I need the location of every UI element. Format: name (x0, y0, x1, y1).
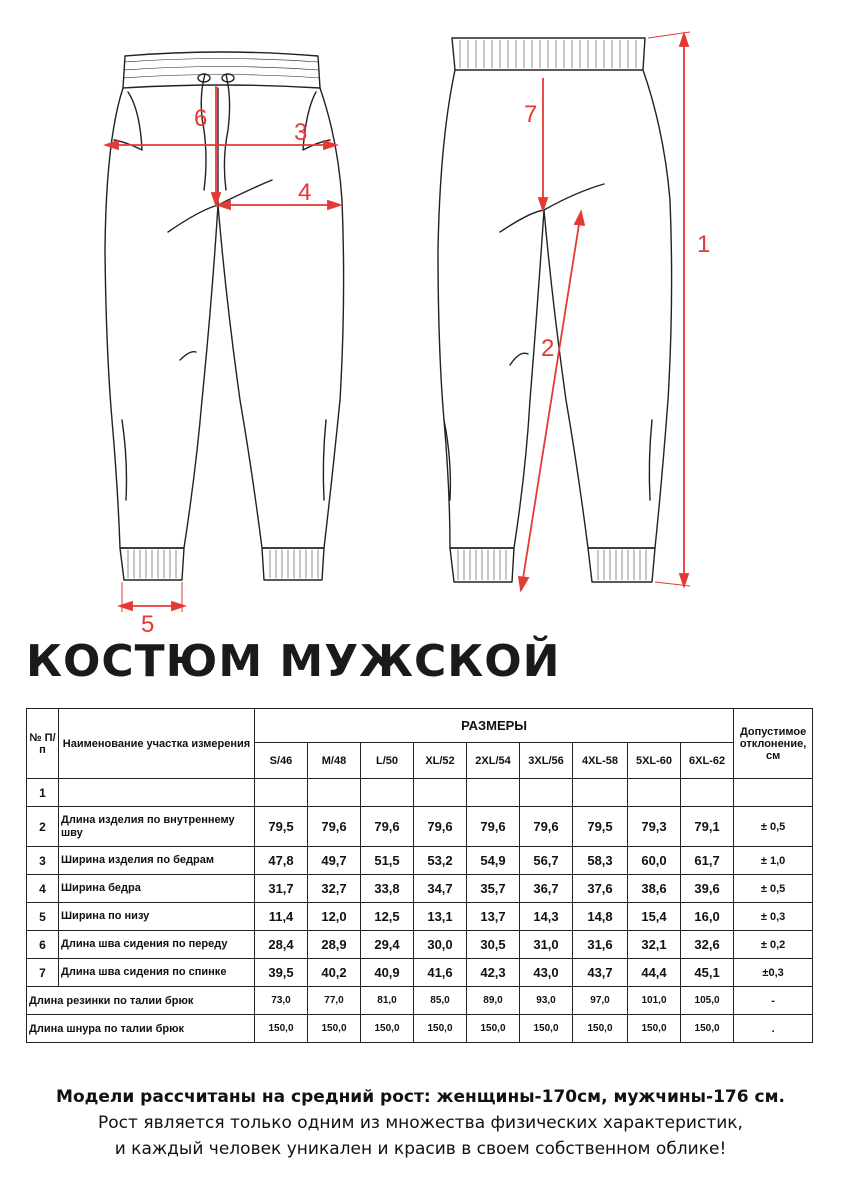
front-view-pants (105, 52, 344, 580)
row-measurement-name (59, 779, 255, 807)
size-value-cell: 28,4 (255, 931, 308, 959)
size-value-cell: 31,0 (520, 931, 573, 959)
table-row (27, 875, 813, 903)
size-value-cell: 79,5 (573, 807, 628, 847)
size-value-cell: 58,3 (573, 847, 628, 875)
size-value-cell: 40,2 (308, 959, 361, 987)
size-value-cell: 79,1 (681, 807, 734, 847)
tolerance-cell: . (734, 1015, 813, 1043)
size-value-cell: 15,4 (628, 903, 681, 931)
size-value-cell: 13,1 (414, 903, 467, 931)
measure-label-2: 2 (541, 335, 555, 362)
row-measurement-name: Ширина по низу (59, 903, 255, 931)
row-measurement-name: Ширина бедра (59, 875, 255, 903)
measure-label-1: 1 (697, 231, 711, 258)
row-measurement-name: Длина шнура по талии брюк (27, 1015, 255, 1043)
size-value-cell: 14,3 (520, 903, 573, 931)
size-value-cell: 42,3 (467, 959, 520, 987)
size-value-cell: 34,7 (414, 875, 467, 903)
size-value-cell: 12,0 (308, 903, 361, 931)
row-number: 2 (27, 807, 59, 847)
size-value-cell: 30,5 (467, 931, 520, 959)
size-value-cell: 150,0 (573, 1015, 628, 1043)
row-number: 6 (27, 931, 59, 959)
size-header: 4XL-58 (573, 743, 628, 779)
size-value-cell: 14,8 (573, 903, 628, 931)
size-value-cell: 43,0 (520, 959, 573, 987)
size-value-cell: 89,0 (467, 987, 520, 1015)
table-row (27, 987, 813, 1015)
size-value-cell: 39,6 (681, 875, 734, 903)
size-value-cell: 54,9 (467, 847, 520, 875)
size-value-cell (361, 779, 414, 807)
size-value-cell: 40,9 (361, 959, 414, 987)
footer-line-2: Рост является только одним из множества физических характеристик, (98, 1113, 743, 1133)
size-value-cell (520, 779, 573, 807)
size-value-cell: 79,6 (467, 807, 520, 847)
size-value-cell: 32,1 (628, 931, 681, 959)
size-value-cell (308, 779, 361, 807)
size-value-cell: 31,7 (255, 875, 308, 903)
size-value-cell: 150,0 (255, 1015, 308, 1043)
size-value-cell: 28,9 (308, 931, 361, 959)
measure-label-6: 6 (194, 105, 208, 132)
size-value-cell: 79,6 (520, 807, 573, 847)
size-value-cell: 60,0 (628, 847, 681, 875)
size-value-cell: 36,7 (520, 875, 573, 903)
row-measurement-name: Длина шва сидения по спинке (59, 959, 255, 987)
size-value-cell: 56,7 (520, 847, 573, 875)
size-value-cell: 33,8 (361, 875, 414, 903)
size-value-cell: 38,6 (628, 875, 681, 903)
table-row (27, 847, 813, 875)
row-measurement-name: Длина шва сидения по переду (59, 931, 255, 959)
size-value-cell: 39,5 (255, 959, 308, 987)
size-header: L/50 (361, 743, 414, 779)
size-value-cell: 31,6 (573, 931, 628, 959)
page-title: КОСТЮМ МУЖСКОЙ (26, 636, 561, 687)
size-value-cell: 150,0 (628, 1015, 681, 1043)
size-value-cell (467, 779, 520, 807)
row-number: 5 (27, 903, 59, 931)
size-value-cell: 13,7 (467, 903, 520, 931)
size-value-cell: 81,0 (361, 987, 414, 1015)
size-value-cell: 44,4 (628, 959, 681, 987)
size-value-cell: 35,7 (467, 875, 520, 903)
size-value-cell: 37,6 (573, 875, 628, 903)
size-header: 2XL/54 (467, 743, 520, 779)
table-row (27, 903, 813, 931)
size-value-cell: 32,6 (681, 931, 734, 959)
tolerance-cell: - (734, 987, 813, 1015)
table-row (27, 779, 813, 807)
tolerance-cell: ± 1,0 (734, 847, 813, 875)
footer-line-3: и каждый человек уникален и красив в своем собственном облике! (114, 1139, 727, 1159)
size-value-cell: 73,0 (255, 987, 308, 1015)
size-value-cell: 12,5 (361, 903, 414, 931)
table-row (27, 931, 813, 959)
size-value-cell: 101,0 (628, 987, 681, 1015)
size-value-cell: 30,0 (414, 931, 467, 959)
tolerance-cell: ± 0,5 (734, 807, 813, 847)
header-tolerance: Допустимое отклонение, см (734, 709, 813, 779)
size-value-cell: 49,7 (308, 847, 361, 875)
measure-label-7: 7 (524, 101, 538, 128)
size-value-cell: 16,0 (681, 903, 734, 931)
size-value-cell: 150,0 (308, 1015, 361, 1043)
size-value-cell: 53,2 (414, 847, 467, 875)
measure-label-4: 4 (298, 179, 312, 206)
measure-label-3: 3 (294, 119, 308, 146)
size-value-cell: 79,6 (361, 807, 414, 847)
size-header: S/46 (255, 743, 308, 779)
measure-label-5: 5 (141, 611, 155, 638)
size-value-cell: 150,0 (520, 1015, 573, 1043)
row-number: 3 (27, 847, 59, 875)
size-value-cell: 79,3 (628, 807, 681, 847)
row-measurement-name: Длина изделия по внутреннему шву (59, 807, 255, 847)
size-table (26, 708, 813, 1043)
tolerance-cell (734, 779, 813, 807)
table-row (27, 959, 813, 987)
tolerance-cell: ± 0,2 (734, 931, 813, 959)
header-measurement-name: Наименование участка измерения (59, 709, 255, 779)
size-value-cell: 105,0 (681, 987, 734, 1015)
size-value-cell: 77,0 (308, 987, 361, 1015)
size-value-cell (573, 779, 628, 807)
size-value-cell: 29,4 (361, 931, 414, 959)
size-value-cell: 61,7 (681, 847, 734, 875)
size-header: 3XL/56 (520, 743, 573, 779)
size-value-cell: 45,1 (681, 959, 734, 987)
size-value-cell: 11,4 (255, 903, 308, 931)
size-header: 6XL-62 (681, 743, 734, 779)
size-value-cell: 79,6 (414, 807, 467, 847)
size-value-cell: 32,7 (308, 875, 361, 903)
row-number: 4 (27, 875, 59, 903)
row-measurement-name: Ширина изделия по бедрам (59, 847, 255, 875)
size-value-cell: 51,5 (361, 847, 414, 875)
size-value-cell (628, 779, 681, 807)
size-value-cell: 79,6 (308, 807, 361, 847)
size-value-cell: 150,0 (467, 1015, 520, 1043)
size-value-cell (681, 779, 734, 807)
size-value-cell (255, 779, 308, 807)
size-value-cell: 47,8 (255, 847, 308, 875)
size-value-cell: 85,0 (414, 987, 467, 1015)
size-value-cell: 93,0 (520, 987, 573, 1015)
size-header: XL/52 (414, 743, 467, 779)
row-number: 1 (27, 779, 59, 807)
table-row (27, 807, 813, 847)
table-row (27, 1015, 813, 1043)
row-measurement-name: Длина резинки по талии брюк (27, 987, 255, 1015)
footer-note (0, 1084, 841, 1162)
size-header: 5XL-60 (628, 743, 681, 779)
size-value-cell: 150,0 (414, 1015, 467, 1043)
header-num: № П/п (27, 709, 59, 779)
size-value-cell: 41,6 (414, 959, 467, 987)
size-value-cell (414, 779, 467, 807)
back-view-pants (438, 38, 672, 582)
size-value-cell: 43,7 (573, 959, 628, 987)
size-value-cell: 79,5 (255, 807, 308, 847)
size-value-cell: 97,0 (573, 987, 628, 1015)
header-sizes: РАЗМЕРЫ (255, 709, 734, 743)
size-value-cell: 150,0 (681, 1015, 734, 1043)
tolerance-cell: ± 0,5 (734, 875, 813, 903)
tolerance-cell: ± 0,3 (734, 903, 813, 931)
size-value-cell: 150,0 (361, 1015, 414, 1043)
row-number: 7 (27, 959, 59, 987)
size-header: M/48 (308, 743, 361, 779)
footer-line-1: Модели рассчитаны на средний рост: женщины-170см, мужчины-176 см. (56, 1087, 785, 1107)
tolerance-cell: ±0,3 (734, 959, 813, 987)
